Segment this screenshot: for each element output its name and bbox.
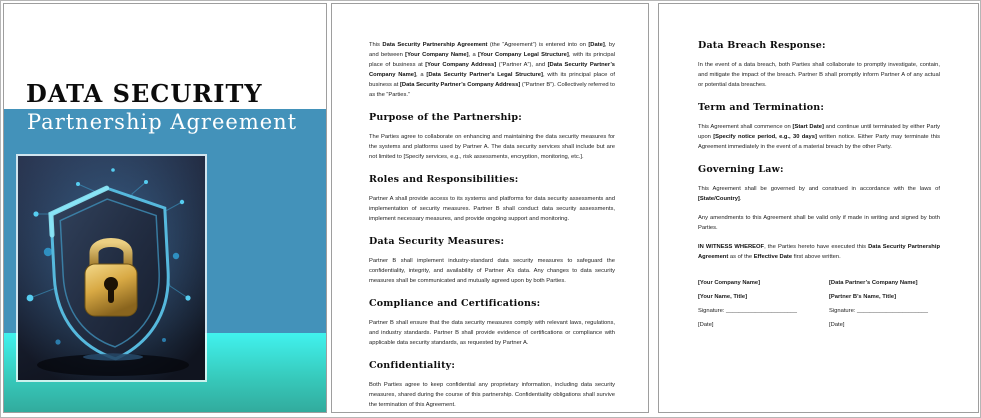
amendments-paragraph: Any amendments to this Agreement shall be valid only if made in writing and signed by both Parties. (698, 215, 940, 231)
partner-b-name-title: [Partner B’s Name, Title] (829, 294, 897, 300)
measures-paragraph: Partner B shall implement industry-standard data security measures to safeguard the confidentiality, integrity, and availability of Partner A’s data. Any changes to data security measures shall be communicated and mutually agreed upon by both Parties. (369, 258, 615, 284)
heading-breach: Data Breach Response: (698, 40, 826, 51)
heading-purpose: Purpose of the Partnership: (369, 112, 522, 123)
floor-highlight (83, 354, 143, 361)
partner-a-name-title: [Your Name, Title] (698, 294, 748, 300)
heading-term: Term and Termination: (698, 102, 825, 113)
partner-b-date: [Date] (829, 322, 845, 328)
cover-page (3, 3, 327, 413)
partner-b-company: [Data Partner’s Company Name] (829, 280, 918, 286)
heading-roles: Roles and Responsibilities: (369, 174, 519, 185)
purpose-paragraph: The Parties agree to collaborate on enhancing and maintaining the data security measures for the systems and platforms used by Partner A. The data security services shall include but are not limited to [Specify services, e.g., risk assessments, encryption, monitoring, etc.]. (369, 134, 615, 160)
partner-a-company: [Your Company Name] (698, 280, 761, 286)
roles-paragraph: Partner A shall provide access to its systems and platforms for data security assessments and implementation of security measures. Partner B shall conduct data security assessments, implement necessary measures, and provide ongoing support and monitoring. (369, 196, 615, 222)
compliance-paragraph: Partner B shall ensure that the data security measures comply with relevant laws, regulations, and industry standards. Partner B shall provide evidence of certifications or compliance with applicable data security standards, as requested by Partner A. (369, 320, 615, 346)
partner-a-date: [Date] (698, 322, 714, 328)
witness-paragraph: IN WITNESS WHEREOF, the Parties hereto have executed this Data Security Partnership Agreement as of the Effective Date first above written. (698, 244, 940, 260)
shield-padlock-illustration (18, 156, 205, 380)
signature-column-partner-a (698, 278, 829, 334)
breach-paragraph: In the event of a data breach, both Parties shall collaborate to promptly investigate, contain, and mitigate the impact of the breach. Partner B shall promptly inform Partner A of any actual or potential data breaches. (698, 62, 940, 88)
signature-column-partner-b (829, 278, 960, 334)
shield-padlock-photo (16, 154, 207, 382)
agreement-page-1 (331, 3, 649, 413)
partner-a-signature-line: Signature: ______________________ (698, 308, 797, 314)
signature-block (698, 278, 940, 334)
governing-paragraph-1: This Agreement shall be governed by and construed in accordance with the laws of [State/Country]. (698, 186, 940, 202)
cover-subtitle: Partnership Agreement (27, 110, 298, 134)
term-paragraph: This Agreement shall commence on [Start Date] and continue until terminated by either Party upon [Specify notice period, e.g., 30 days] written notice. Either Party may terminate this Agreement immediately in the event of a material breach by the other Party. (698, 124, 941, 150)
intro-paragraph: This Data Security Partnership Agreement (the “Agreement”) is entered into on [Date], by and between [Your Company Name], a [Your Company Legal Structure], with its principal place of business at [Your Company Address] (“Partner A”), and [Data Security Partner’s Company Name], a [Data Security Partner’s Legal Structure], with its principal place of business at [Data Security Partner’s Company Address] (“Partner B”). Collectively referred to as the “Parties.” (369, 42, 616, 98)
partner-b-signature-line: Signature: ______________________ (829, 308, 928, 314)
cover-title: DATA SECURITY (26, 79, 263, 108)
heading-governing: Governing Law: (698, 164, 784, 175)
heading-measures: Data Security Measures: (369, 236, 505, 247)
heading-compliance: Compliance and Certifications: (369, 298, 541, 309)
agreement-page-2 (658, 3, 979, 413)
heading-confidentiality: Confidentiality: (369, 360, 456, 371)
confidentiality-paragraph: Both Parties agree to keep confidential any proprietary information, including data security measures, shared during the course of this partnership. Confidentiality obligations shall survive the termination of this Agreement. (369, 382, 615, 408)
